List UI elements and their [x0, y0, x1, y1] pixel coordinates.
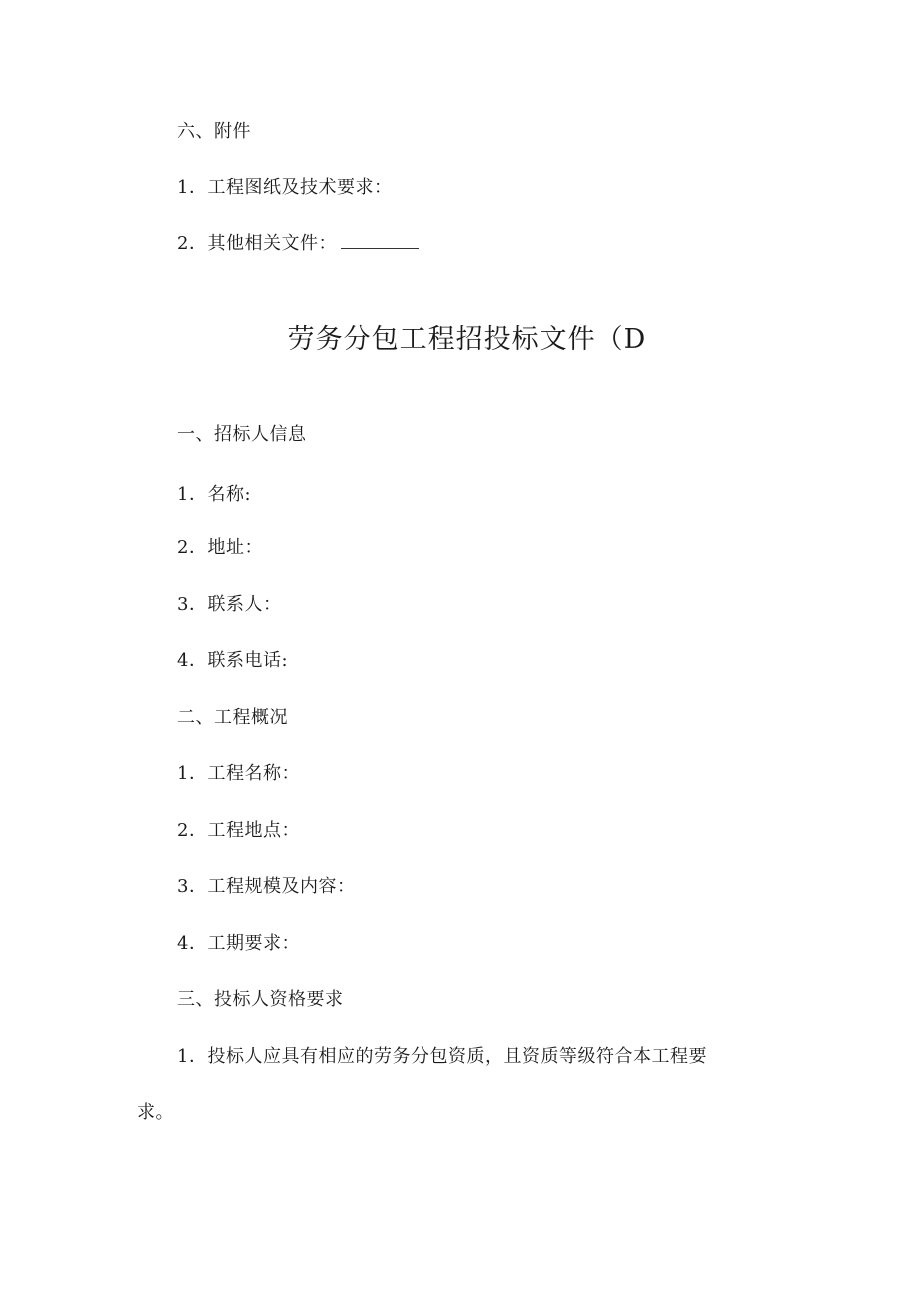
tenderer-info-item: 3．联系人： — [177, 594, 282, 615]
qualification-paragraph-line1: 1．投标人应具有相应的劳务分包资质，且资质等级符合本工程要 — [177, 1046, 707, 1067]
tenderer-info-item: 4．联系电话: — [177, 650, 289, 671]
section-heading-attachments: 六、附件 — [177, 121, 251, 142]
project-overview-item: 1．工程名称： — [177, 763, 300, 784]
section-heading-bidder-qualification: 三、投标人资格要求 — [177, 989, 344, 1010]
section-heading-project-overview: 二、工程概况 — [177, 707, 288, 728]
fill-in-blank-line — [341, 232, 419, 249]
tenderer-info-item: 2．地址： — [177, 537, 263, 558]
tenderer-info-item: 1．名称: — [177, 484, 252, 505]
project-overview-item: 3．工程规模及内容： — [177, 876, 356, 897]
qualification-paragraph-line2: 求。 — [137, 1102, 174, 1123]
project-overview-item: 2．工程地点： — [177, 820, 300, 841]
document-title: 劳务分包工程招投标文件（D — [287, 324, 647, 355]
attachment-item-drawings: 1．工程图纸及技术要求： — [177, 177, 393, 198]
section-heading-tenderer-info: 一、招标人信息 — [177, 424, 307, 445]
project-overview-item: 4．工期要求： — [177, 933, 300, 954]
attachment-item-other-files-label: 2．其他相关文件： — [177, 233, 337, 254]
attachment-item-other-files — [177, 232, 419, 256]
